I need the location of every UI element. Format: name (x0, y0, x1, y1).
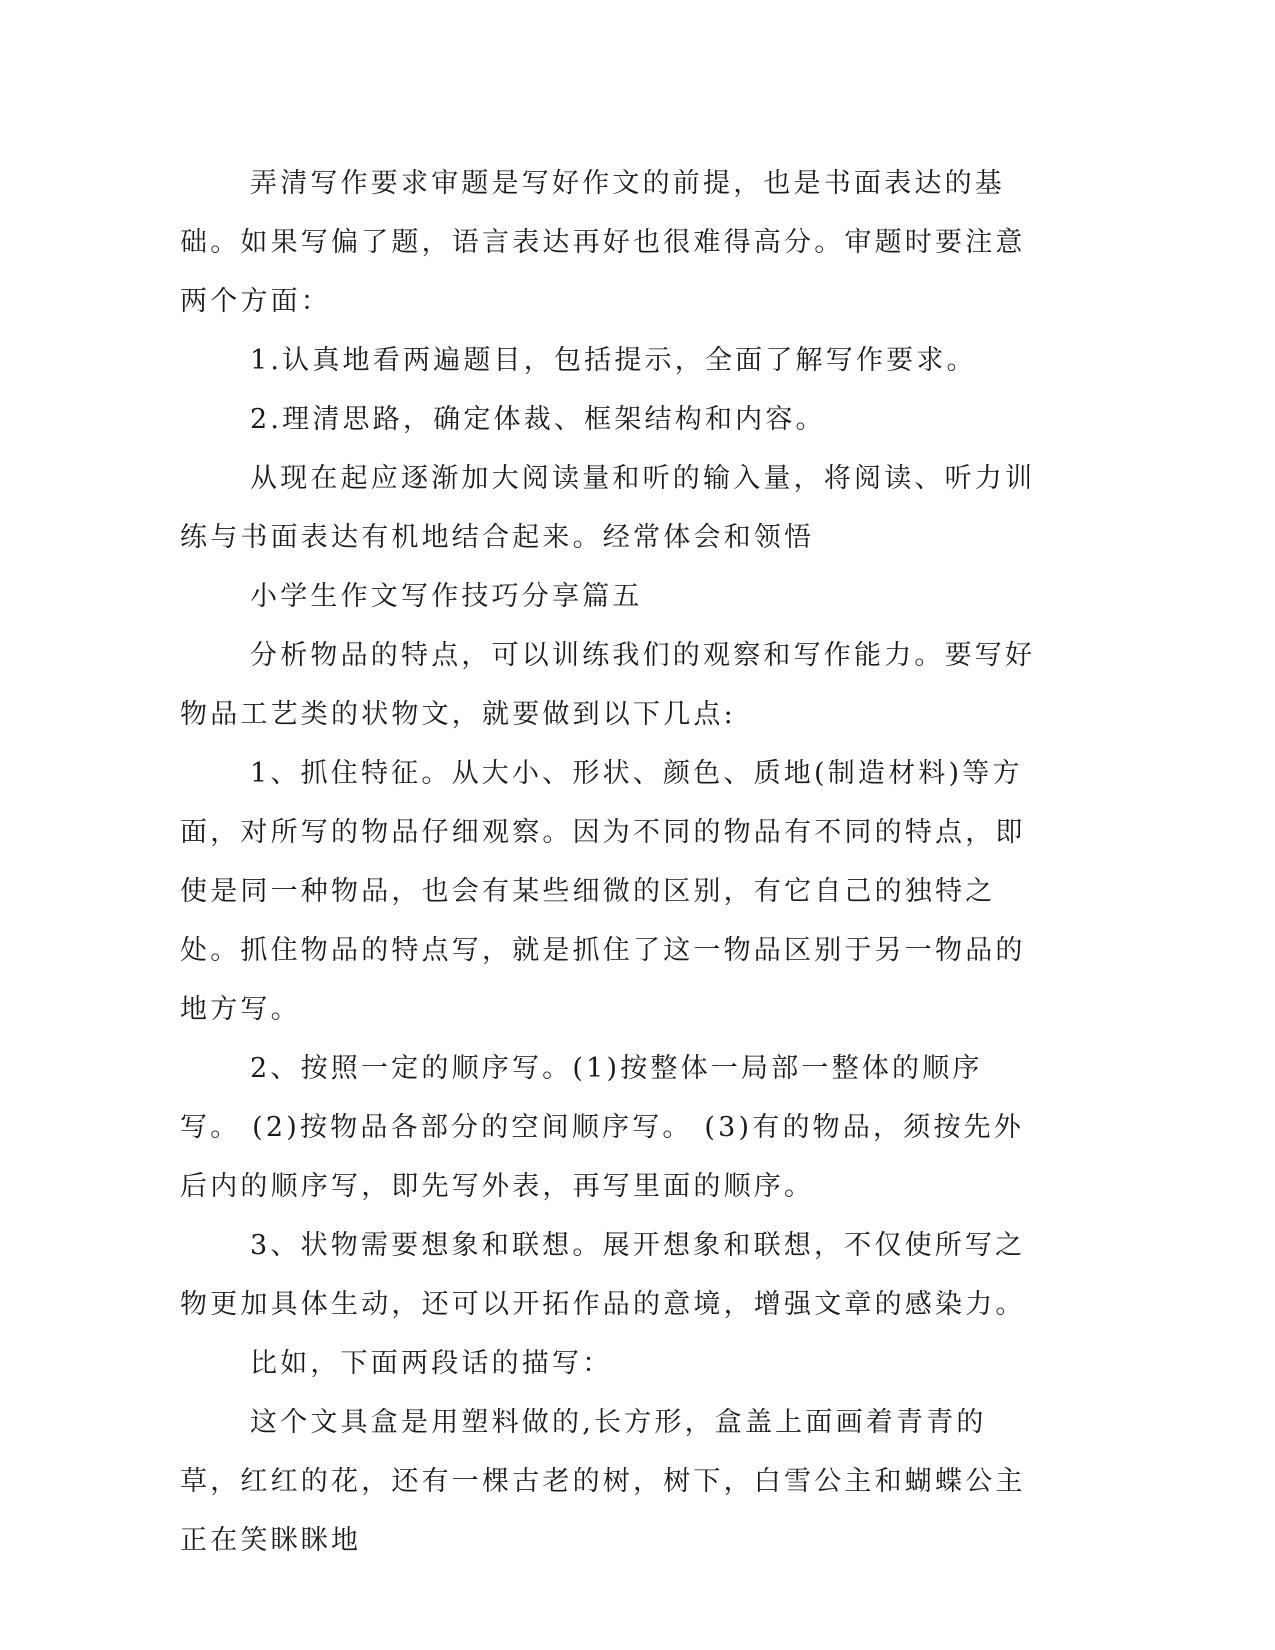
paragraph-point-2: 2.理清思路，确定体裁、框架结构和内容。 (250, 404, 826, 435)
paragraph-reading-input: 从现在起应逐渐加大阅读量和听的输入量，将阅读、听力训练与书面表达有机地结合起来。经常体会和领悟 (180, 463, 1036, 553)
section-heading: 小学生作文写作技巧分享篇五 (250, 581, 643, 612)
paragraph-tip-1: 1、抓住特征。从大小、形状、颜色、质地(制造材料)等方面，对所写的物品仔细观察。因为不同的物品有不同的特点，即使是同一种物品，也会有某些细微的区别，有它自己的独特之处。抓住物品的特点写，就是抓住了这一物品区别于另一物品的地方写。 (180, 758, 1026, 1025)
document-body (180, 154, 1040, 1570)
paragraph-tip-3: 3、状物需要想象和联想。展开想象和联想，不仅使所写之物更加具体生动，还可以开拓作品的意境，增强文章的感染力。 (180, 1230, 1026, 1320)
paragraph-point-1: 1.认真地看两遍题目，包括提示，全面了解写作要求。 (250, 345, 977, 376)
paragraph-review-topic: 弄清写作要求审题是写好作文的前提，也是书面表达的基础。如果写偏了题，语言表达再好也很难得高分。审题时要注意两个方面： (180, 168, 1026, 317)
paragraph-analyze-items: 分析物品的特点，可以训练我们的观察和写作能力。要写好物品工艺类的状物文，就要做到以下几点: (180, 640, 1036, 730)
paragraph-example-intro: 比如，下面两段话的描写： (250, 1348, 613, 1379)
paragraph-tip-2: 2、按照一定的顺序写。(1)按整体一局部一整体的顺序写。 (2)按物品各部分的空间顺序写。 (3)有的物品，须按先外后内的顺序写，即先写外表，再写里面的顺序。 (180, 1053, 1025, 1202)
paragraph-example-text: 这个文具盒是用塑料做的,长方形，盒盖上面画着青青的草，红红的花，还有一棵古老的树，树下，白雪公主和蝴蝶公主正在笑眯眯地 (180, 1407, 1026, 1556)
